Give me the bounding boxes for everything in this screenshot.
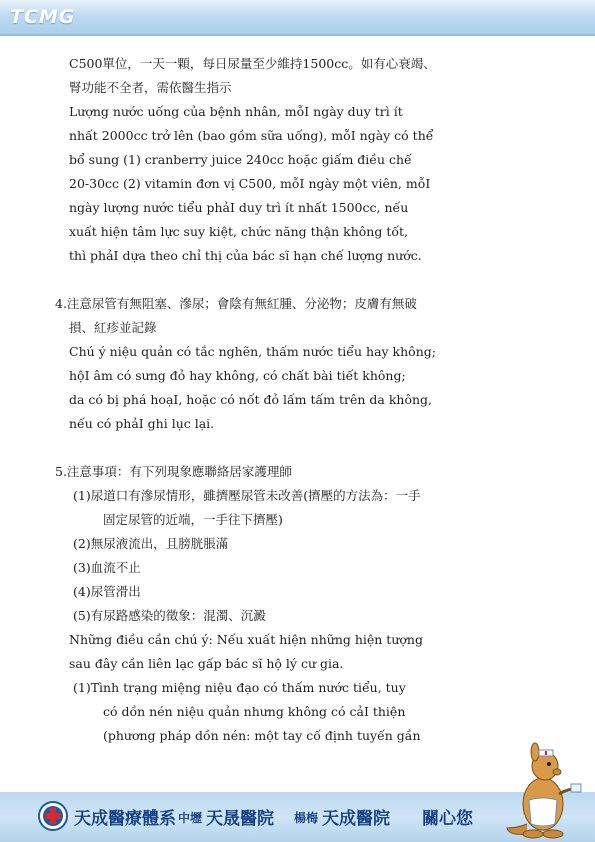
text-line: 腎功能不全者，需依醫生指示	[69, 80, 232, 95]
list-item-continuation: 固定尿管的近端，一手往下擠壓)	[103, 512, 283, 527]
document-body	[55, 52, 535, 748]
text-line: Chú ý niệu quản có tắc nghẽn, thấm nước tiểu hay không;	[69, 344, 436, 359]
hospital-name: 天成醫院	[322, 809, 390, 829]
system-name: 天成醫療體系	[74, 809, 176, 829]
text-line: C500單位，一天一顆，每日尿量至少維持1500cc。如有心衰竭、	[69, 56, 436, 71]
section-heading-4: 4.注意尿管有無阻塞、滲尿；會陰有無紅腫、分泌物；皮膚有無破	[55, 296, 417, 311]
text-line: 損、紅疹並記錄	[69, 320, 157, 335]
header-logo: TCMG	[10, 6, 76, 28]
spacer	[55, 268, 535, 292]
hospital-name: 天晟醫院	[206, 809, 274, 829]
text-line: hộI âm có sưng đỏ hay không, có chất bài tiết không;	[69, 368, 406, 383]
text-line: ngày lượng nước tiểu phảI duy trì ít nhất 1500cc, nếu	[69, 200, 409, 215]
page-header	[0, 0, 595, 36]
text-line: nếu có phảI ghi lục lại.	[69, 416, 215, 431]
list-item: (1)尿道口有滲尿情形，雖擠壓尿管未改善(擠壓的方法為：一手	[73, 488, 421, 503]
location-label: 楊梅	[294, 811, 319, 825]
header-divider	[0, 34, 595, 36]
section-heading-5: 5.注意事項：有下列現象應聯絡居家護理師	[55, 464, 292, 479]
text-line: Lượng nước uống của bệnh nhân, mỗI ngày duy trì ít	[69, 104, 403, 119]
list-item: (1)Tình trạng miệng niệu đạo có thấm nước tiểu, tuy	[73, 680, 406, 695]
text-line: thì phảI dựa theo chỉ thị của bác sĩ hạn chế lượng nước.	[69, 248, 422, 263]
text-line: nhất 2000cc trở lên (bao gồm sữa uống), mỗI ngày có thể	[69, 128, 434, 143]
list-item: (2)無尿液流出，且膀胱脹滿	[73, 536, 229, 551]
text-line: xuất hiện tâm lực suy kiệt, chức năng thận không tốt,	[69, 224, 408, 239]
list-item: (5)有尿路感染的徵象：混濁、沉澱	[73, 608, 266, 623]
hospital-cross-logo-icon	[38, 801, 68, 831]
text-line: 20-30cc (2) vitamin đơn vị C500, mỗI ngày một viên, mỗI	[69, 176, 431, 191]
text-line: bổ sung (1) cranberry juice 240cc hoặc giấm điều chế	[69, 152, 412, 167]
kangaroo-nurse-mascot-icon	[505, 742, 585, 840]
list-item: (4)尿管滑出	[73, 584, 141, 599]
text-line: da có bị phá hoạI, hoặc có nốt đỏ lấm tấm trên da không,	[69, 392, 433, 407]
spacer	[55, 436, 535, 460]
text-line: Những điều cần chú ý: Nếu xuất hiện những hiện tượng	[69, 632, 423, 647]
list-item: (3)血流不止	[73, 560, 141, 575]
text-line: sau đây cần liên lạc gấp bác sĩ hộ lý cư gia.	[69, 656, 344, 671]
list-item-continuation: có dồn nén niệu quản nhưng không có cảI thiện	[103, 704, 406, 719]
list-item-continuation: (phương pháp dồn nén: một tay cố định tuyến gần	[103, 728, 421, 743]
location-label: 中壢	[178, 811, 203, 825]
footer-slogan: 關心您	[422, 809, 473, 829]
